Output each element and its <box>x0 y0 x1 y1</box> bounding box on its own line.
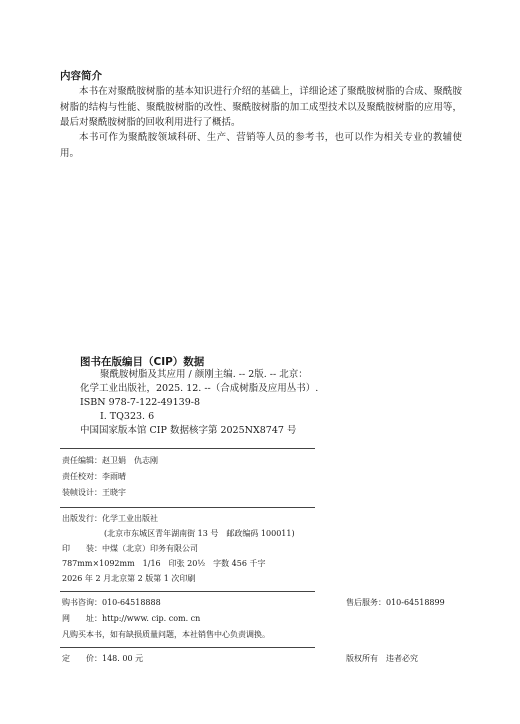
edition-info: 2026 年 2 月北京第 2 版第 1 次印刷 <box>62 574 196 583</box>
divider-1 <box>60 448 315 449</box>
book-spec: 787mm×1092mm 1/16 印张 20½ 字数 456 千字 <box>62 559 266 568</box>
cip-line-1: 聚酰胺树脂及其应用 / 颜刚主编. -- 2版. -- 北京： <box>100 369 308 380</box>
website-link[interactable]: http://www. cip. com. cn <box>102 614 201 623</box>
editor-label: 责任编辑： <box>62 456 102 465</box>
editor-row <box>62 454 158 468</box>
divider-3 <box>60 591 315 592</box>
cip-line-4: Ⅰ. TQ323. 6 <box>100 411 155 422</box>
cip-title: 图书在版编目（CIP）数据 <box>80 356 205 368</box>
printer-value: 中煤（北京）印务有限公司 <box>102 544 198 553</box>
publisher-address: (北京市东城区青年湖南街 13 号 邮政编码 100011) <box>104 529 295 538</box>
editor-value: 赵卫娟 仇志刚 <box>102 456 158 465</box>
proof-value: 李雨晴 <box>102 472 126 481</box>
divider-4 <box>60 647 315 648</box>
printer-row <box>62 542 198 556</box>
intro-paragraph-1: 本书在对聚酰胺树脂的基本知识进行介绍的基础上，详细论述了聚酰胺树脂的合成、聚酰胺树脂的结构与性能、聚酰胺树脂的改性、聚酰胺树脂的加工成型技术以及聚酰胺树脂的应用等，最后对聚酰胺树脂的回收利用进行了概括。 <box>60 86 462 128</box>
publisher-value: 化学工业出版社 <box>102 514 158 523</box>
proof-label: 责任校对： <box>62 472 102 481</box>
service-phone: 售后服务：010-64518899 <box>346 598 445 607</box>
printer-label: 印 装： <box>62 544 102 553</box>
design-label: 装帧设计： <box>62 488 102 497</box>
design-row <box>62 486 126 500</box>
design-value: 王晓宇 <box>102 488 126 497</box>
cip-line-3: ISBN 978-7-122-49139-8 <box>80 397 200 408</box>
divider-2 <box>60 507 315 508</box>
intro-title: 内容简介 <box>60 70 102 82</box>
copyright-notice: 版权所有 违者必究 <box>346 654 418 663</box>
publisher-label: 出版发行： <box>62 514 102 523</box>
return-notice: 凡购买本书，如有缺损质量问题，本社销售中心负责调换。 <box>62 630 270 639</box>
price: 定 价：148. 00 元 <box>62 654 144 663</box>
website-row <box>62 612 200 626</box>
proof-row <box>62 470 126 484</box>
intro-paragraph-2: 本书可作为聚酰胺领域科研、生产、营销等人员的参考书，也可以作为相关专业的教辅使用。 <box>60 132 462 159</box>
website-label: 网 址： <box>62 614 102 623</box>
cip-line-5: 中国国家版本馆 CIP 数据核字第 2025NX8747 号 <box>80 425 297 436</box>
publisher-row <box>62 512 158 526</box>
cip-line-2: 化学工业出版社，2025. 12. --（合成树脂及应用丛书）. <box>80 383 319 394</box>
purchase-phone: 购书咨询：010-64518888 <box>62 598 161 607</box>
